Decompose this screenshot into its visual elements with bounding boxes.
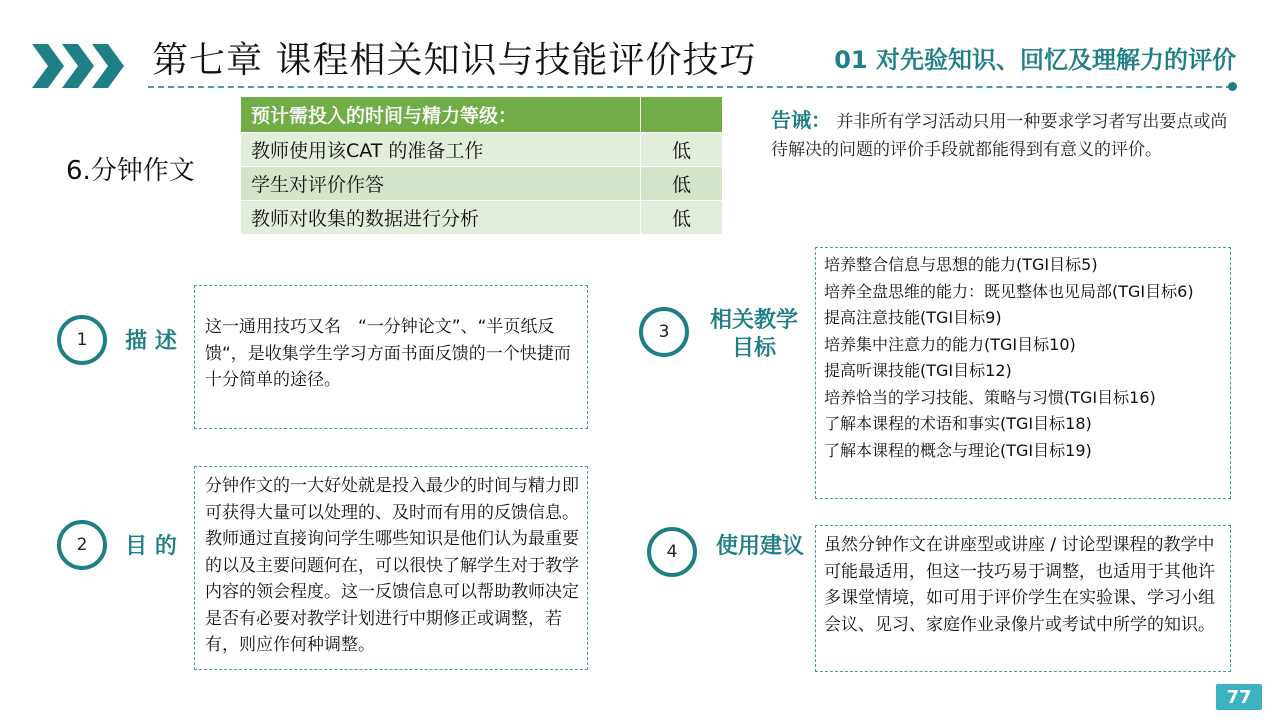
suggestions-box [815, 525, 1231, 672]
purpose-text: 分钟作文的一大好处就是投入最少的时间与精力即可获得大量可以处理的、及时而有用的反馈信息。教师通过直接询问学生哪些知识是他们认为最重要的以及主要问题何在，可以很快了解学生对于教学内容的领会程度。这一反馈信息可以帮助教师决定是否有必要对教学计划进行中期修正或调整，若有，则应作何种调整。 [205, 476, 579, 655]
cat-name: 6.分钟作文 [66, 156, 195, 186]
effort-item: 学生对评价作答 [241, 167, 641, 201]
section-label-purpose: 目 的 [125, 534, 177, 559]
section-number-badge [647, 527, 697, 577]
page-number: 77 [1216, 684, 1262, 710]
goal-item: 培养恰当的学习技能、策略与习惯(TGI目标16) [824, 387, 1156, 407]
effort-level: 低 [641, 201, 723, 235]
section-label-goals-line2: 目标 [731, 336, 776, 361]
description-box [194, 285, 588, 429]
suggestions-text: 虽然分钟作文在讲座型或讲座 / 讨论型课程的教学中可能最适用，但这一技巧易于调整，也适用于其他许多课堂情境，如可用于评价学生在实验课、学习小组会议、见习、家庭作业录像片或考试中所学的知识。 [824, 535, 1215, 635]
section-label-suggestions: 使用建议 [715, 534, 804, 559]
goal-item: 了解本课程的概念与理论(TGI目标19) [824, 440, 1092, 460]
warning-label: 告诫： [771, 108, 831, 132]
goal-item: 培养集中注意力的能力(TGI目标10) [824, 334, 1076, 354]
goals-box [815, 247, 1231, 499]
header-divider-dot [1228, 82, 1237, 91]
section-number: 2 [76, 535, 88, 555]
effort-table-row [241, 167, 723, 201]
effort-item: 教师使用该CAT 的准备工作 [241, 133, 641, 167]
section-number-badge [57, 520, 107, 570]
header-divider [148, 86, 1232, 88]
section-label-description: 描 述 [125, 329, 177, 354]
goal-item: 提高注意技能(TGI目标9) [824, 308, 1002, 327]
warning-text: 并非所有学习活动只用一种要求学习者写出要点或尚待解决的问题的评价手段就都能得到有意义的评价。 [771, 112, 1228, 160]
effort-table-row [241, 201, 723, 235]
chapter-title: 第七章 课程相关知识与技能评价技巧 [152, 40, 757, 81]
effort-table-header-row [241, 97, 723, 133]
warning-note [771, 106, 1231, 164]
effort-table-header-level [641, 97, 723, 133]
triple-chevron-icon [32, 44, 128, 88]
effort-item: 教师对收集的数据进行分析 [241, 201, 641, 235]
effort-table [240, 96, 723, 235]
goals-list [824, 252, 1222, 464]
section-number: 3 [658, 322, 670, 342]
section-number: 4 [666, 542, 678, 562]
section-number-badge [639, 307, 689, 357]
goal-item: 培养整合信息与思想的能力(TGI目标5) [824, 255, 1098, 274]
effort-level: 低 [641, 167, 723, 201]
effort-level: 低 [641, 133, 723, 167]
section-title: 01 对先验知识、回忆及理解力的评价 [834, 46, 1236, 74]
effort-table-row [241, 133, 723, 167]
goal-item: 了解本课程的术语和事实(TGI目标18) [824, 414, 1092, 433]
description-text: 这一通用技巧又名 “一分钟论文”、“半页纸反馈“，是收集学生学习方面书面反馈的一个快捷而十分简单的途径。 [205, 317, 571, 390]
purpose-box [194, 466, 588, 670]
section-label-goals [700, 307, 808, 363]
effort-table-header: 预计需投入的时间与精力等级： [241, 97, 641, 133]
section-label-goals-line1: 相关教学 [709, 308, 798, 333]
goal-item: 培养全盘思维的能力：既见整体也见局部(TGI目标6) [824, 281, 1194, 301]
goal-item: 提高听课技能(TGI目标12) [824, 361, 1012, 380]
section-number: 1 [76, 330, 88, 350]
section-number-badge [57, 315, 107, 365]
